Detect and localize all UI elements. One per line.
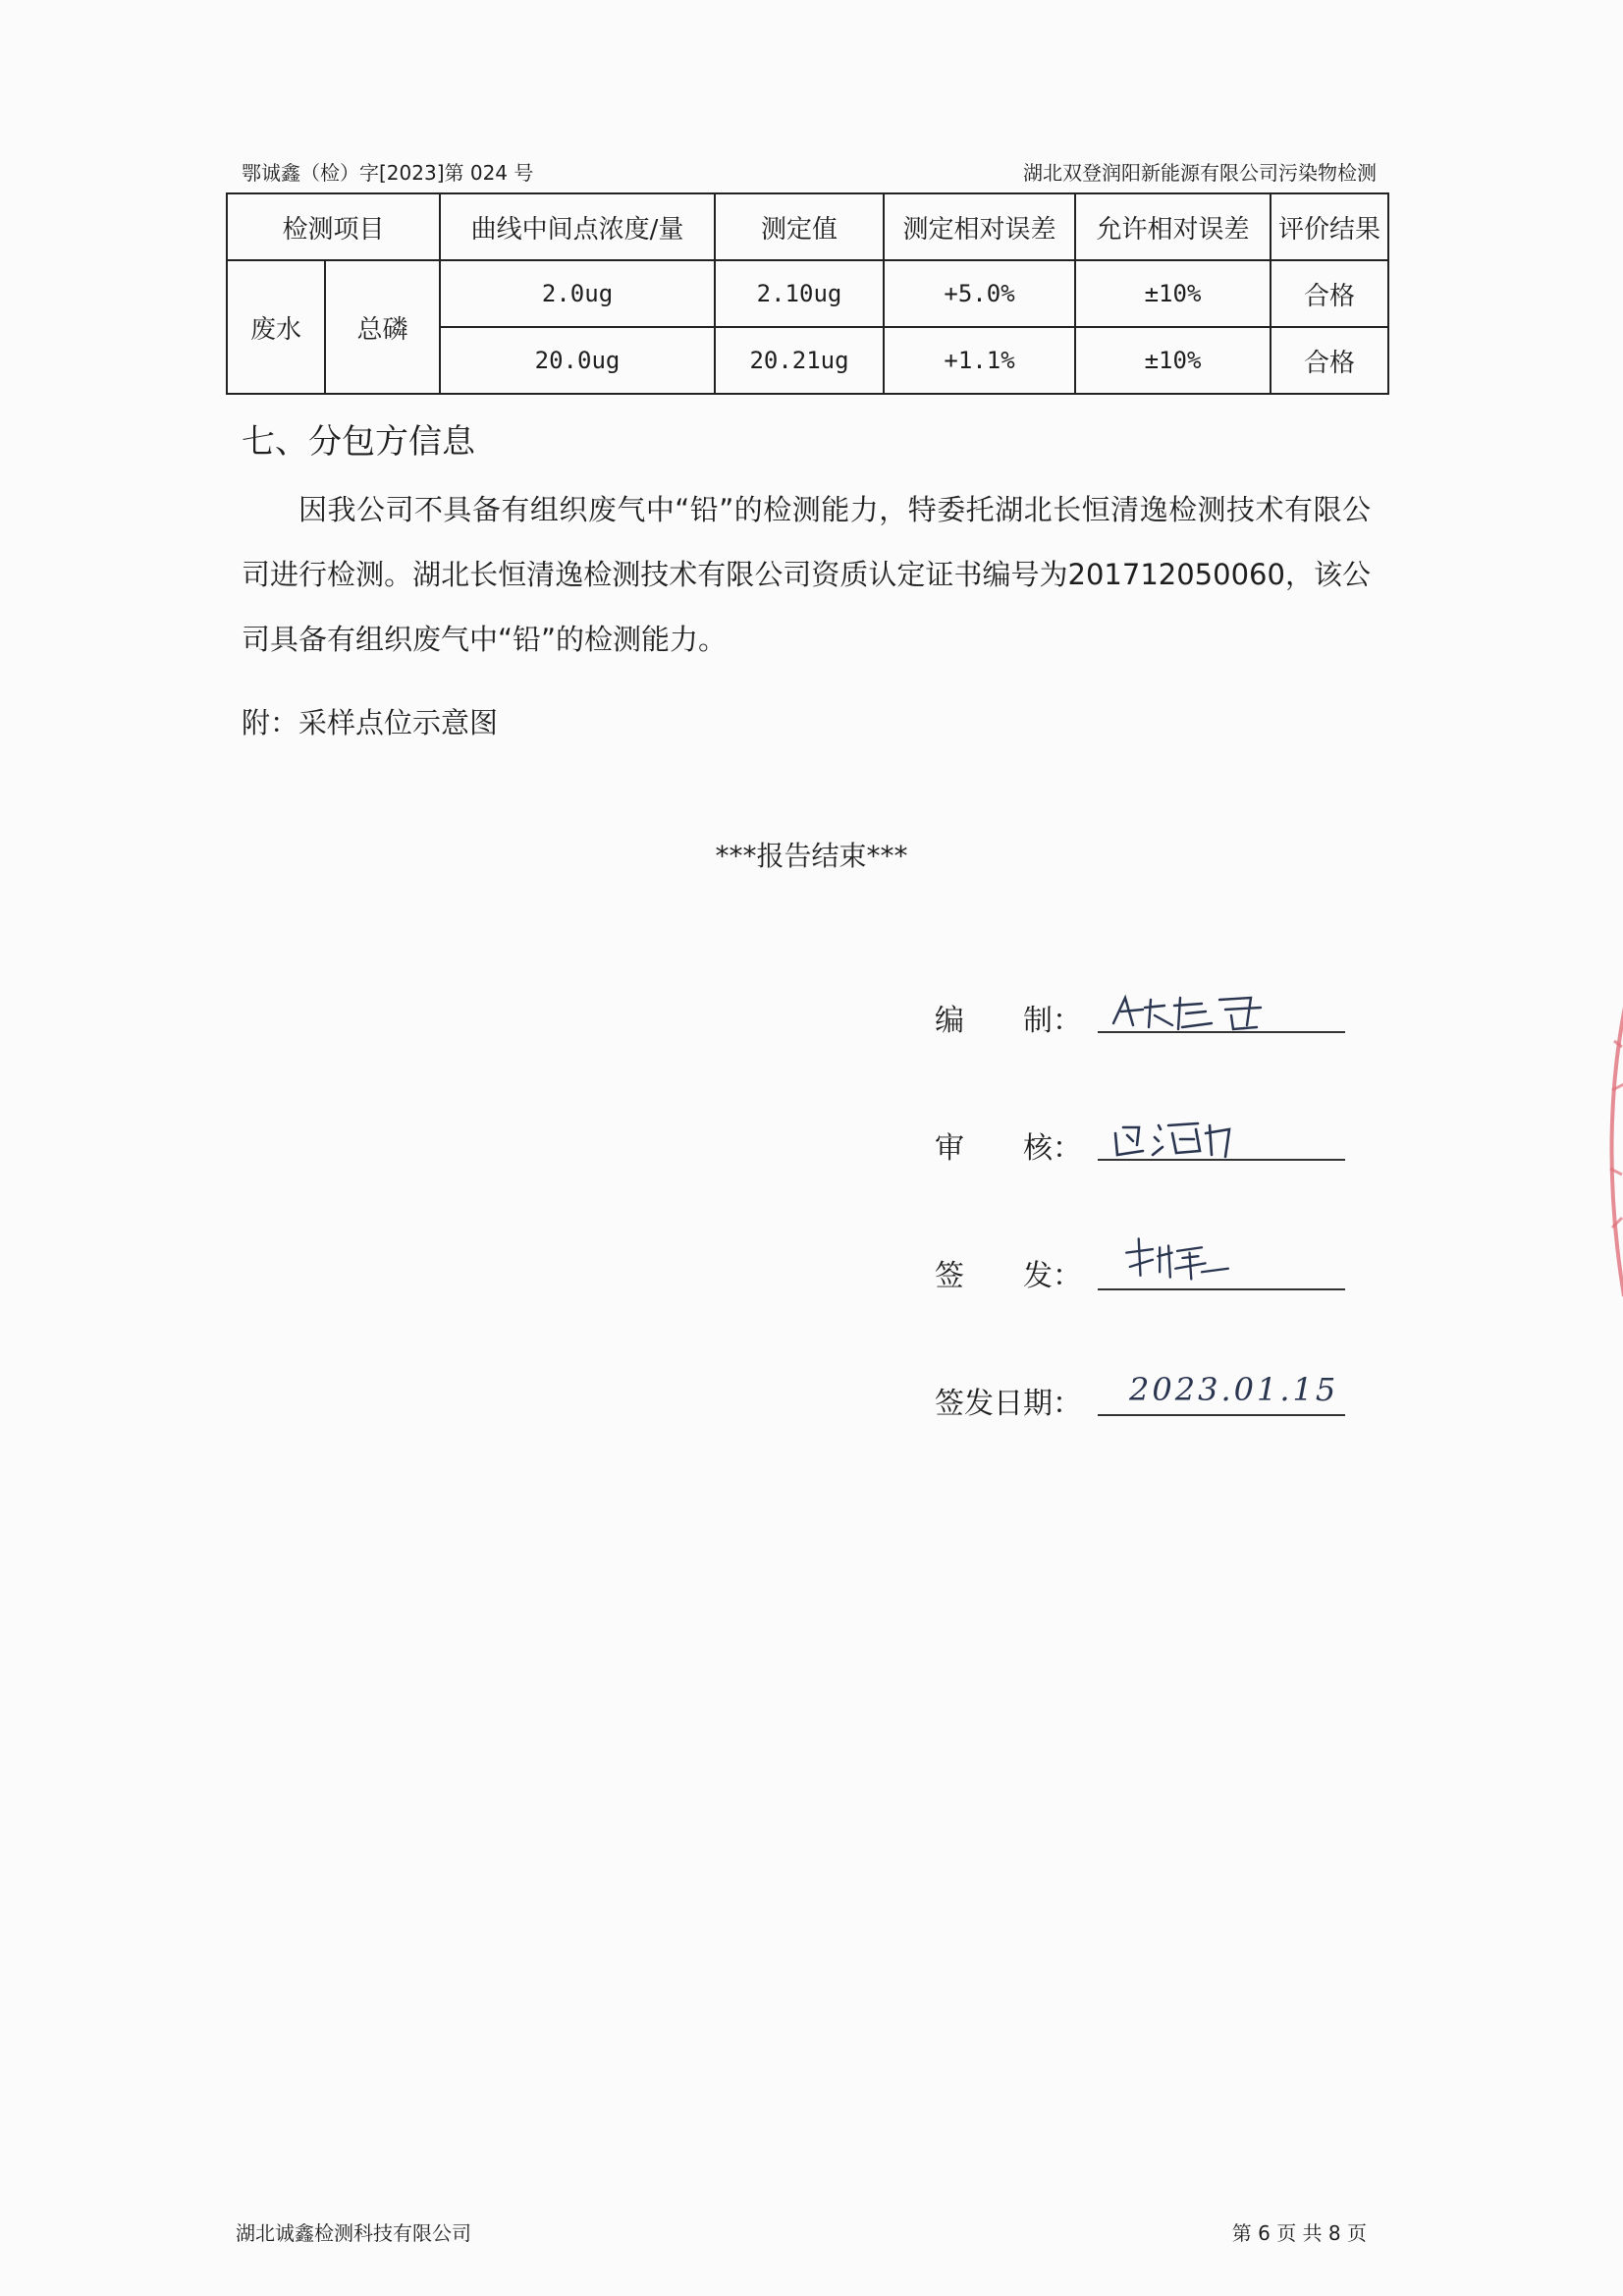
- compiled-signature: [1104, 986, 1300, 1035]
- column-header: 曲线中间点浓度/量: [440, 193, 715, 260]
- issue-date-label: 签发日期：: [935, 1387, 1082, 1421]
- issue-date-line: [1098, 1414, 1345, 1416]
- report-end-mark: ***报告结束***: [715, 840, 908, 872]
- compiled-label: 编 制：: [935, 1004, 1082, 1038]
- approved-signature: [1104, 1233, 1300, 1283]
- reviewed-signature: [1104, 1112, 1300, 1161]
- test-item-cell: 总磷: [325, 260, 440, 394]
- seal-stamp-fragment: [1589, 982, 1623, 1306]
- result-cell: 合格: [1271, 327, 1388, 394]
- approved-label: 签 发：: [935, 1259, 1082, 1293]
- sample-category-cell: 废水: [227, 260, 325, 394]
- footer-company: 湖北诚鑫检测科技有限公司: [236, 2221, 471, 2245]
- table-header-row: [227, 193, 1388, 260]
- column-header: 检测项目: [227, 193, 440, 260]
- approved-signature-line: [1098, 1288, 1345, 1290]
- relative-error-cell: +1.1%: [884, 327, 1075, 394]
- column-header: 评价结果: [1271, 193, 1388, 260]
- reviewed-label: 审 核：: [935, 1131, 1082, 1166]
- table-row: [227, 260, 1388, 327]
- measured-cell: 20.21ug: [715, 327, 884, 394]
- issue-date-handwritten: 2023.01.15: [1129, 1371, 1339, 1408]
- report-number: 鄂诚鑫（检）字[2023]第 024 号: [242, 161, 534, 185]
- allowed-error-cell: ±10%: [1075, 260, 1271, 327]
- relative-error-cell: +5.0%: [884, 260, 1075, 327]
- column-header: 允许相对误差: [1075, 193, 1271, 260]
- mid-point-cell: 2.0ug: [440, 260, 715, 327]
- section-title: 七、分包方信息: [242, 422, 475, 462]
- column-header: 测定相对误差: [884, 193, 1075, 260]
- measured-cell: 2.10ug: [715, 260, 884, 327]
- report-title: 湖北双登润阳新能源有限公司污染物检测: [1023, 161, 1377, 185]
- allowed-error-cell: ±10%: [1075, 327, 1271, 394]
- column-header: 测定值: [715, 193, 884, 260]
- qc-table: [226, 192, 1389, 395]
- mid-point-cell: 20.0ug: [440, 327, 715, 394]
- annex-note: 附：采样点位示意图: [242, 706, 499, 739]
- subcontract-paragraph: 因我公司不具备有组织废气中“铅”的检测能力，特委托湖北长恒清逸检测技术有限公司进行检测。湖北长恒清逸检测技术有限公司资质认定证书编号为201712050060，该公司具备有组织废气中“铅”的检测能力。: [242, 493, 1371, 656]
- result-cell: 合格: [1271, 260, 1388, 327]
- footer-page-info: 第 6 页 共 8 页: [1231, 2221, 1367, 2245]
